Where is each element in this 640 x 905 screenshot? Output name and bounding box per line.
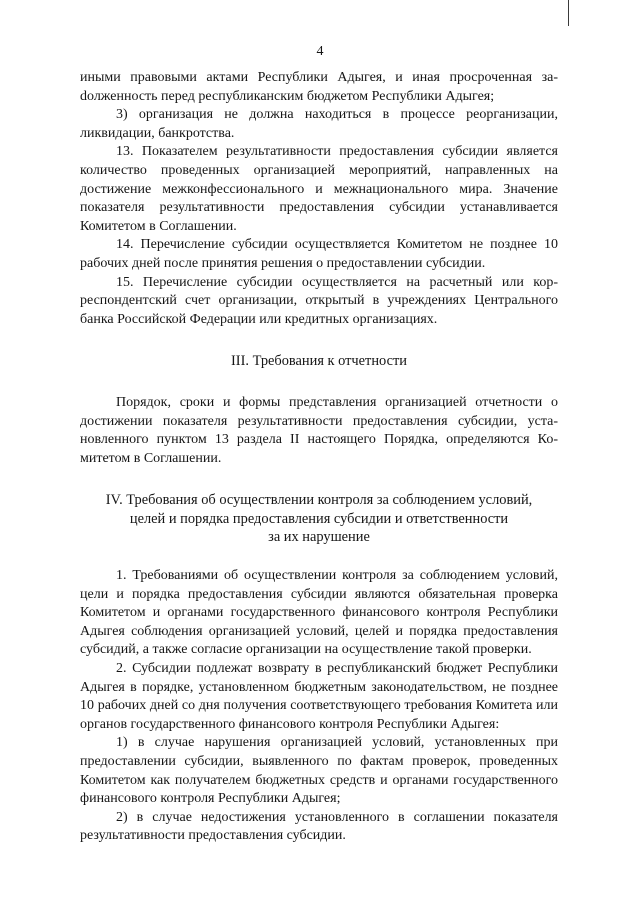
section-4-heading <box>80 491 558 547</box>
page-number: 4 <box>316 44 324 59</box>
paragraph-continuation: иными правовыми актами Республики Адыгея, и иная просроченная заdолженность перед республиканским бюджетом Республики Адыгея; <box>80 70 558 104</box>
section-4-paragraph-1: 1. Требованиями об осуществлении контроля за соблюдением условий, цели и порядка предоставления субсидии являются обязательная проверка Комитетом и органами государственного финансового контроля Республики Адыгея соблюдения организацией условий, целей и порядка предоставления субсидий, а также согласие организации на осуществление такой проверки. <box>80 568 558 658</box>
scan-edge-line <box>568 0 569 26</box>
paragraph-item-3: 3) организация не должна находиться в процессе реорганизации, ликвидации, банкротства. <box>80 107 558 141</box>
section-3-heading: III. Требования к отчетности <box>231 353 407 370</box>
paragraph-item-14: 14. Перечисление субсидии осуществляется Комитетом не позднее 10 рабочих дней после принятия решения о предоставлении субсидии. <box>80 237 558 271</box>
paragraph-item-15: 15. Перечисление субсидии осуществляется на расчетный или корреспондентский счет организации, открытый в учреждениях Центрального банка Российской Федерации или кредитных организациях. <box>80 274 558 327</box>
section-3-paragraph: Порядок, сроки и формы представления организацией отчетности о достижении показателя результативности предоставления субсидии, установленного пунктом 13 раздела II настоящего Порядка, определяются Комитетом в Соглашении. <box>80 394 558 466</box>
section-4-subitem-2: 2) в случае недостижения установленного в соглашении показателя результативности предоставления субсидии. <box>80 809 558 844</box>
section-4-heading-line-1: IV. Требования об осуществлении контроля за соблюдением условий, <box>105 492 533 509</box>
section-4-paragraph-2: 2. Субсидии подлежат возврату в республиканский бюджет Республики Адыгея в порядке, установленном бюджетным законодательством, не позднее 10 рабочих дней со дня получения соответствующего требования Комитета или органов государственного финансового контроля Республики Адыгея: <box>80 661 558 732</box>
section-4-subitem-1: 1) в случае нарушения организацией условий, установленных при предоставлении субсидии, выявленного по фактам проверок, проведенных Комитетом как получателем бюджетных средств и органами государственного финансового контроля Республики Адыгея; <box>80 735 558 807</box>
section-4-heading-line-2: целей и порядка предоставления субсидии и ответственности <box>129 510 509 527</box>
section-4-heading-line-3: за их нарушение <box>268 529 370 546</box>
document-body <box>80 69 558 846</box>
paragraph-item-13: 13. Показателем результативности предоставления субсидии является количество проведенных организацией мероприятий, направленных на достижение межконфессионального и межнационального мира. Значение показателя результативности предоставления субсидии устанавливается Комитетом в Соглашении. <box>80 144 558 234</box>
